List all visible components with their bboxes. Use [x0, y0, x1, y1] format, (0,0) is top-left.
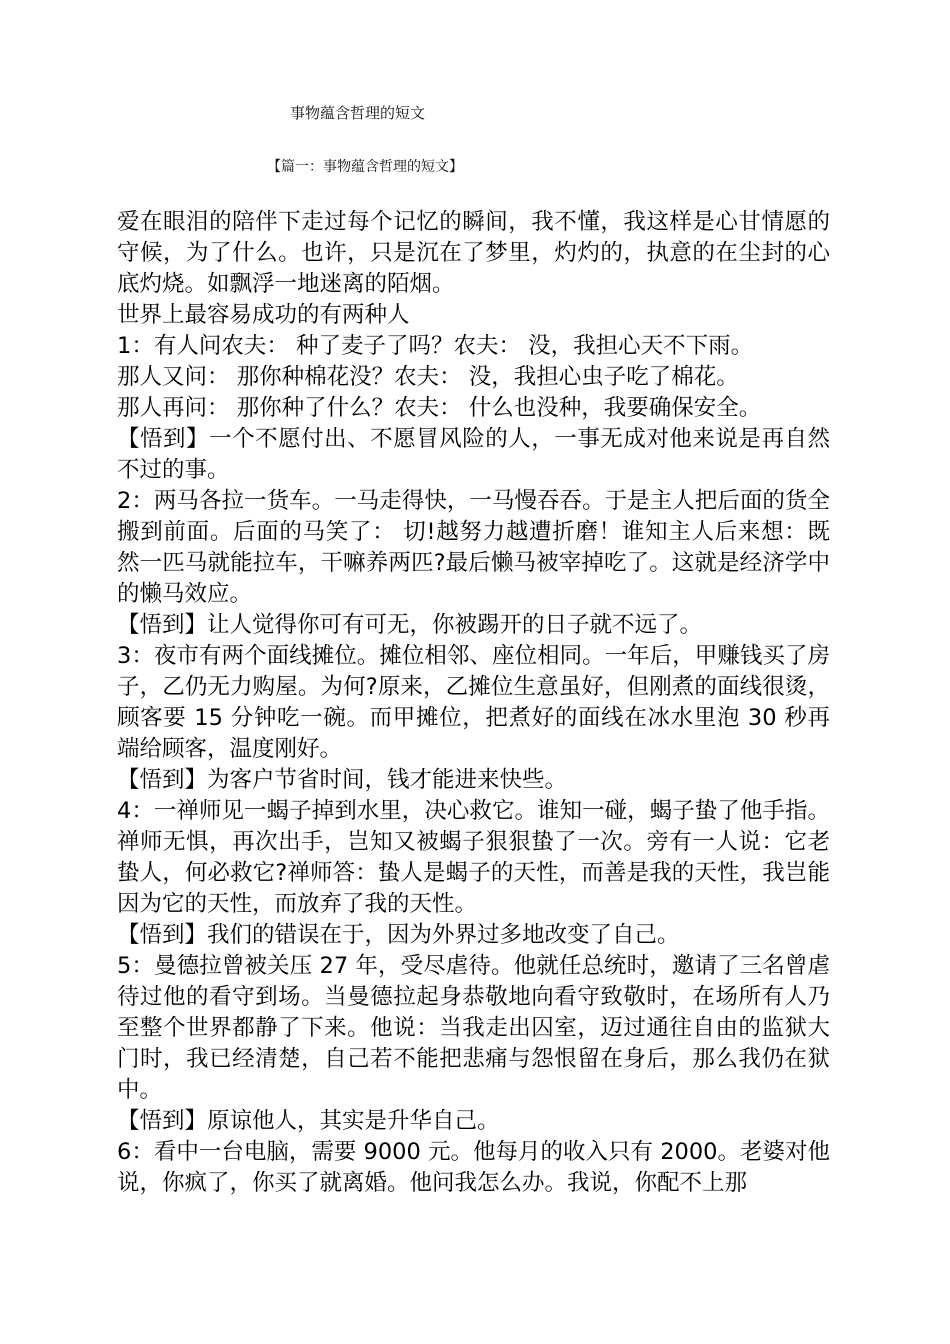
paragraph-insight-1: 【悟到】一个不愿付出、不愿冒风险的人，一事无成对他来说是再自然不过的事。 — [117, 426, 830, 483]
paragraph-story-4: 4：一禅师见一蝎子掉到水里，决心救它。谁知一碰，蝎子蛰了他手指。禅师无惧，再次出手，岂知又被蝎子狠狠蛰了一次。旁有一人说：它老蛰人，何必救它?禅师答：蛰人是蝎子的天性，而善是我的天性，我岂能因为它的天性，而放弃了我的天性。 — [117, 798, 830, 917]
paragraph-story-1-line-2: 那人又问： 那你种棉花没？农夫： 没，我担心虫子吃了棉花。 — [117, 364, 739, 390]
paragraph-story-2: 2：两马各拉一货车。一马走得快，一马慢吞吞。于是主人把后面的货全搬到前面。后面的马笑了： 切!越努力越遭折磨！谁知主人后来想：既然一匹马就能拉车，干嘛养两匹?最后懒马被宰掉吃了。这就是经济学中的懒马效应。 — [117, 488, 830, 607]
paragraph-insight-3: 【悟到】为客户节省时间，钱才能进来快些。 — [117, 767, 568, 793]
paragraph-story-1-line-3: 那人再问： 那你种了什么？农夫： 什么也没种，我要确保安全。 — [117, 395, 762, 421]
paragraph-intro: 爱在眼泪的陪伴下走过每个记忆的瞬间，我不懂，我这样是心甘情愿的守候，为了什么。也许，只是沉在了梦里，灼灼的，执意的在尘封的心底灼烧。如飘浮一地迷离的陌烟。 — [117, 209, 830, 297]
document-title: 事物蕴含哲理的短文 — [290, 104, 426, 122]
document-body — [117, 207, 830, 1199]
paragraph-story-1-line-1: 1：有人问农夫： 种了麦子了吗？农夫： 没，我担心天不下雨。 — [117, 333, 754, 359]
paragraph-story-3: 3：夜市有两个面线摊位。摊位相邻、座位相同。一年后，甲赚钱买了房子，乙仍无力购屋。为何?原来，乙摊位生意虽好，但刚煮的面线很烫，顾客要 15 分钟吃一碗。而甲摊位，把煮好的面线在冰水里泡 30 秒再端给顾客，温度刚好。 — [117, 643, 830, 762]
paragraph-insight-4: 【悟到】我们的错误在于，因为外界过多地改变了自己。 — [117, 922, 680, 948]
paragraph-story-5: 5：曼德拉曾被关压 27 年，受尽虐待。他就任总统时，邀请了三名曾虐待过他的看守到场。当曼德拉起身恭敬地向看守致敬时，在场所有人乃至整个世界都静了下来。他说：当我走出囚室，迈过通往自由的监狱大门时，我已经清楚，自己若不能把悲痛与怨恨留在身后，那么我仍在狱中。 — [117, 953, 830, 1103]
paragraph-story-6: 6：看中一台电脑，需要 9000 元。他每月的收入只有 2000。老婆对他说，你疯了，你买了就离婚。他问我怎么办。我说，你配不上那 — [117, 1139, 830, 1196]
paragraph-insight-5: 【悟到】原谅他人，其实是升华自己。 — [117, 1108, 500, 1134]
paragraph-topic: 世界上最容易成功的有两种人 — [117, 302, 410, 328]
paragraph-insight-2: 【悟到】让人觉得你可有可无，你被踢开的日子就不远了。 — [117, 612, 703, 638]
section-heading: 【篇一：事物蕴含哲理的短文】 — [267, 159, 463, 175]
